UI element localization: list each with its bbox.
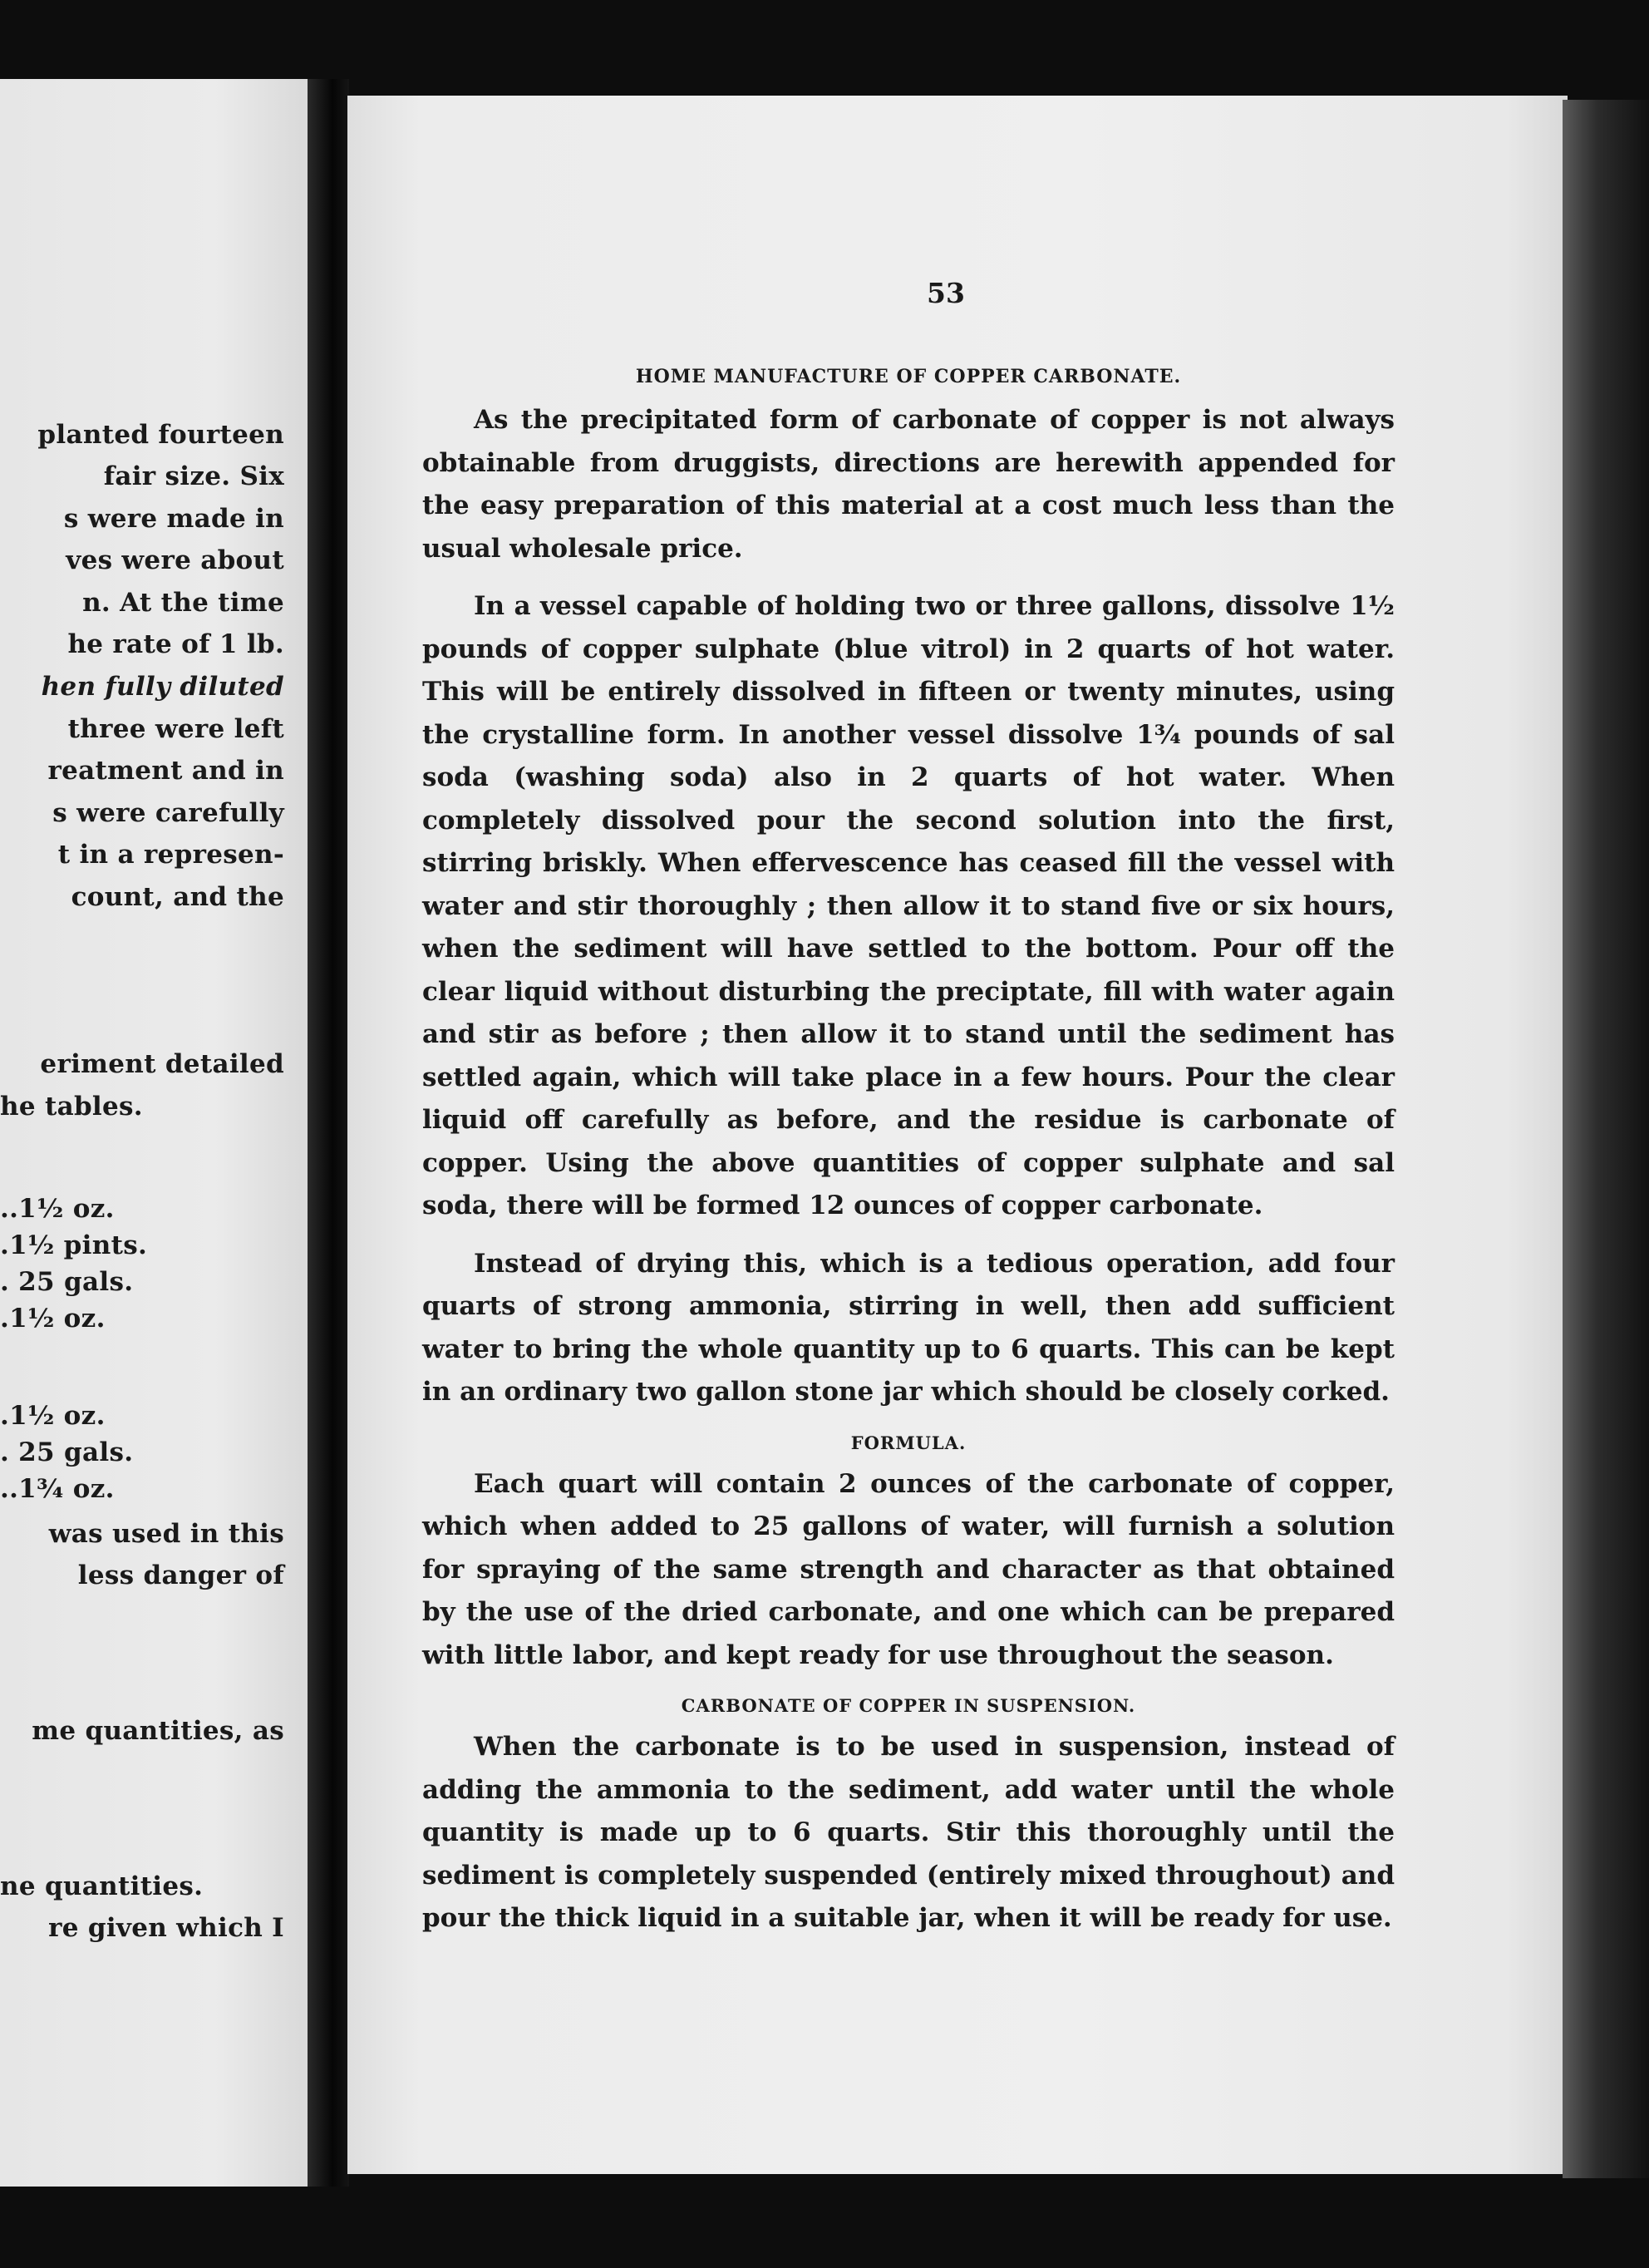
- left-line: re given which I: [48, 1913, 284, 1943]
- paragraph: Instead of drying this, which is a tedious operation, add four quarts of strong ammonia, stirring in well, then add sufficient water to bring the whole quantity up to 6 quarts. This can be kept in an ordinary two gallon stone jar which should be closely corked.: [422, 1248, 1395, 1407]
- left-line: .1½ pints.: [0, 1230, 148, 1260]
- left-page-fragment: [0, 79, 308, 2187]
- left-line: . 25 gals.: [0, 1267, 134, 1297]
- left-line: count, and the: [71, 882, 284, 912]
- left-line: three were left: [67, 714, 284, 744]
- paragraph: As the precipitated form of carbonate of copper is not always obtainable from druggists, directions are herewith appended for the easy preparation of this material at a cost much less than the usual wholesale price.: [422, 405, 1395, 564]
- left-line: ves were about: [66, 545, 284, 575]
- left-line: hen fully diluted: [41, 672, 284, 702]
- page-content: [422, 366, 1395, 1955]
- paragraph: Each quart will contain 2 ounces of the carbonate of copper, which when added to 25 gallons of water, will furnish a solution for spraying of the same strength and character as that obtained by the use of the dried carbonate, and one which can be prepared with little labor, and kept ready for use throughout the season.: [422, 1468, 1395, 1670]
- section-heading: CARBONATE OF COPPER IN SUSPENSION.: [681, 1695, 1136, 1716]
- left-line: fair size. Six: [103, 461, 284, 491]
- left-line: n. At the time: [82, 588, 284, 618]
- section-heading: FORMULA.: [850, 1432, 967, 1453]
- left-line: eriment detailed: [40, 1049, 284, 1079]
- left-line: me quantities, as: [32, 1716, 284, 1746]
- left-line: less danger of: [77, 1560, 284, 1590]
- left-line: .1½ oz.: [0, 1304, 106, 1334]
- section-heading: HOME MANUFACTURE OF COPPER CARBONATE.: [635, 366, 1182, 387]
- page-edge: [1563, 100, 1649, 2178]
- left-line: ..1½ oz.: [0, 1194, 115, 1224]
- left-line: .1½ oz.: [0, 1401, 106, 1431]
- left-line: . 25 gals.: [0, 1437, 134, 1467]
- left-line: s were made in: [63, 504, 284, 534]
- left-line: reatment and in: [47, 756, 284, 786]
- left-line: was used in this: [48, 1519, 284, 1549]
- paragraph: When the carbonate is to be used in suspension, instead of adding the ammonia to the sediment, add water until the whole quantity is made up to 6 quarts. Stir this thoroughly until the sediment is completely suspended (entirely mixed throughout) and pour the thick liquid in a suitable jar, when it will be ready for use.: [422, 1732, 1395, 1933]
- paragraph: In a vessel capable of holding two or three gallons, dissolve 1½ pounds of copper sulphate (blue vitrol) in 2 quarts of hot water. This will be entirely dissolved in fifteen or twenty minutes, using the crystalline form. In another vessel dissolve 1¾ pounds of sal soda (washing soda) also in 2 quarts of hot water. When completely dissolved pour the second solution into the first, stirring briskly. When effervescence has ceased fill the vessel with water and stir thoroughly ; then allow it to stand five or six hours, when the sediment will have settled to the bottom. Pour off the clear liquid without disturbing the preciptate, fill with water again and stir as before ; then allow it to stand until the sediment has settled again, which will take place in a few hours. Pour the clear liquid off carefully as before, and the residue is carbonate of copper. Using the above quantities of copper sulphate and sal soda, there will be formed 12 ounces of copper carbonate.: [422, 591, 1395, 1220]
- page-number: 53: [927, 277, 965, 309]
- left-line: ne quantities.: [0, 1871, 204, 1901]
- left-line: s were carefully: [52, 798, 284, 828]
- left-line: he rate of 1 lb.: [67, 629, 284, 659]
- left-line: he tables.: [0, 1092, 143, 1122]
- left-line: planted fourteen: [37, 420, 284, 450]
- book-gutter: [308, 79, 349, 2187]
- left-line: ..1¾ oz.: [0, 1474, 115, 1504]
- left-line: t in a represen-: [57, 840, 284, 870]
